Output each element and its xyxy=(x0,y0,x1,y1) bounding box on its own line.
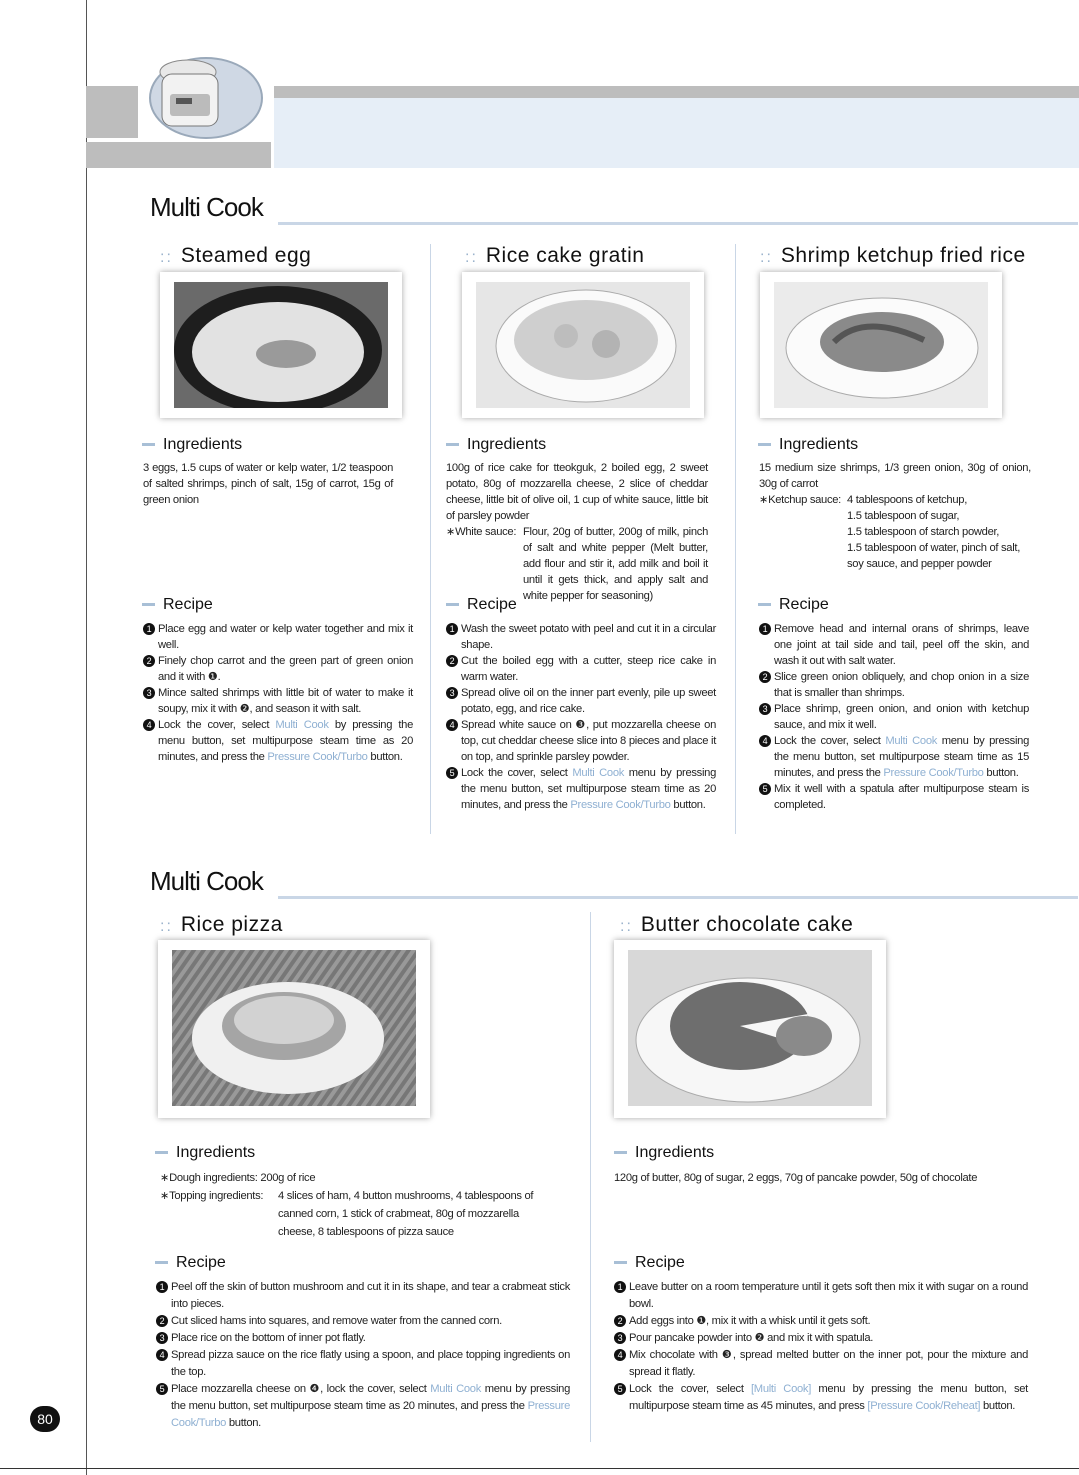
recipe-step xyxy=(759,621,1029,669)
recipe-label: Recipe xyxy=(446,596,517,614)
step-text: Cut the boiled egg with a cutter, steep rice cake in warm water. xyxy=(461,655,716,683)
step-text: by pressing the menu button, set multipurpose steam time as 20 minutes, and press the xyxy=(158,719,413,763)
white-sauce-text: Flour, 20g of butter, 200g of milk, pinch of salt and white pepper (Melt butter, add flour and stir it, add milk and boil it until it gets thick, and apply salt and white pepper for seasoning) xyxy=(523,526,708,602)
ingredients-text-steamed-egg: 3 eggs, 1.5 cups of water or kelp water, 1/2 teaspoon of salted shrimps, pinch of salt, 15g of carrot, 15g of green onion xyxy=(143,462,393,506)
step-number-icon: 1 xyxy=(446,623,458,635)
recipe-step xyxy=(446,653,716,685)
recipe-step xyxy=(156,1347,570,1381)
step-number-icon: 2 xyxy=(614,1315,626,1327)
menu-reference: Pressure Cook/Turbo xyxy=(883,767,984,779)
recipe-step xyxy=(446,717,716,765)
recipe-step xyxy=(156,1381,570,1432)
step-text: Spread white sauce on ❸, put mozzarella cheese on top, cut cheddar cheese slice into 8 pieces and place it on top, and sprinkle parsley powder. xyxy=(461,719,716,763)
title-bullet-icon: :: xyxy=(465,249,478,266)
step-text: Mince salted shrimps with little bit of water to make it soupy, mix it with ❷, and season it with salt. xyxy=(158,687,413,715)
column-divider xyxy=(430,244,431,834)
ingredients-text-shrimp: 15 medium size shrimps, 1/3 green onion, 30g of onion, 30g of carrot ∗Ketchup sauce: 4 tablespoons of ketchup, 1.5 tablespoon of sugar, 1.5 tablespoon of starch powder, 1.5 tablespoon of water, pinch of salt, soy sauce, and pepper powder xyxy=(759,462,1031,570)
photo-frame-chocolate-cake xyxy=(614,940,886,1118)
step-number-icon: 1 xyxy=(759,623,771,635)
recipe-step xyxy=(143,717,413,765)
recipe-step xyxy=(759,781,1029,813)
step-text: Pour pancake powder into ❷ and mix it with spatula. xyxy=(629,1332,874,1344)
menu-reference: Pressure Cook/Turbo xyxy=(267,751,368,763)
photo-shrimp-ketchup-fried-rice xyxy=(774,282,988,408)
step-text: Lock the cover, select xyxy=(774,735,886,747)
ketchup-sauce-label: ∗Ketchup sauce: xyxy=(759,494,841,506)
recipe-steps-chocolate-cake xyxy=(614,1279,1028,1415)
step-text: Finely chop carrot and the green part of green onion and it with ❶. xyxy=(158,655,413,683)
menu-reference: Multi Cook xyxy=(885,735,938,747)
step-text: Peel off the skin of button mushroom and cut it in its shape, and tear a crabmeat stick into pieces. xyxy=(171,1281,570,1310)
step-number-icon: 2 xyxy=(759,671,771,683)
topping-label: ∗Topping ingredients: xyxy=(160,1190,264,1202)
step-text: Wash the sweet potato with peel and cut it in a circular shape. xyxy=(461,623,716,651)
step-text: button. xyxy=(983,767,1019,779)
ingredients-text-rice-cake-gratin: 100g of rice cake for tteokguk, 2 boiled egg, 2 sweet potato, 80g of mozzarella cheese, 2 slice of cheddar cheese, little bit of olive oil, 1 cup of white sauce, little bit of parsley powder ∗White sauce: Flour, 20g of butter, 200g of milk, pinch of salt and white pepper (Melt butter, add flour and stir it, add milk and boil it until it gets thick, and apply salt and white pepper for seasoning) xyxy=(446,462,708,602)
photo-frame-rice-cake-gratin xyxy=(462,272,704,418)
section-rule-2 xyxy=(278,896,1078,899)
step-text: menu by pressing the menu button, set multipurpose steam time as 20 minutes, and press the xyxy=(171,1383,571,1412)
step-text: Place mozzarella cheese on ❹, lock the cover, select xyxy=(171,1383,431,1395)
photo-butter-chocolate-cake xyxy=(628,950,872,1106)
menu-reference: [Multi Cook] xyxy=(751,1383,812,1395)
step-number-icon: 1 xyxy=(614,1281,626,1293)
menu-reference: Multi Cook xyxy=(572,767,625,779)
menu-reference: Pressure Cook/Turbo xyxy=(171,1400,570,1429)
recipe-steps-steamed-egg xyxy=(143,621,413,765)
section-title-multi-cook-1: Multi Cook xyxy=(150,192,263,222)
step-text: button. xyxy=(980,1400,1016,1412)
recipe-step xyxy=(446,685,716,717)
recipe-steps-rice-cake-gratin xyxy=(446,621,716,813)
step-number-icon: 4 xyxy=(614,1349,626,1361)
recipe-step xyxy=(614,1313,1028,1330)
recipe-label: Recipe xyxy=(155,1254,226,1272)
dough-text: 200g of rice xyxy=(260,1172,316,1184)
photo-steamed-egg xyxy=(174,282,388,408)
recipe-title-shrimp-ketchup-fried-rice: :: Shrimp ketchup fried rice xyxy=(760,244,1026,267)
rice-cooker-icon xyxy=(148,50,270,140)
recipe-label: Recipe xyxy=(614,1254,685,1272)
dough-label: ∗Dough ingredients: xyxy=(160,1172,258,1184)
step-text: menu by pressing the menu button, set multipurpose steam time as 45 minutes, and press xyxy=(629,1383,1028,1412)
recipe-step xyxy=(156,1330,570,1347)
step-number-icon: 5 xyxy=(446,767,458,779)
step-number-icon: 1 xyxy=(143,623,155,635)
recipe-steps-shrimp xyxy=(759,621,1029,813)
step-text: Remove head and internal orans of shrimps, leave one joint at tail side and tail, peel off the skin, and wash it out with salt water. xyxy=(774,623,1029,667)
photo-frame-rice-pizza xyxy=(158,940,430,1118)
recipe-step xyxy=(156,1313,570,1330)
step-number-icon: 4 xyxy=(143,719,155,731)
recipe-step xyxy=(143,653,413,685)
title-bullet-icon: :: xyxy=(760,249,773,266)
ingredients-label: Ingredients xyxy=(614,1144,714,1162)
step-text: Spread pizza sauce on the rice flatly using a spoon, and place topping ingredients on the top. xyxy=(171,1349,570,1378)
step-text: Place rice on the bottom of inner pot flatly. xyxy=(171,1332,366,1344)
photo-frame-steamed-egg xyxy=(160,272,402,418)
step-text: Mix chocolate with ❸, spread melted butter on the inner pot, pour the mixture and spread it flatly. xyxy=(629,1349,1028,1378)
step-text: Spread olive oil on the inner part evenly, pile up sweet potato, egg, and rice cake. xyxy=(461,687,716,715)
white-sauce-label: ∗White sauce: xyxy=(446,526,517,538)
menu-reference: Multi Cook xyxy=(430,1383,482,1395)
step-text: Mix it well with a spatula after multipurpose steam is completed. xyxy=(774,783,1029,811)
step-number-icon: 4 xyxy=(446,719,458,731)
step-text: Add eggs into ❶, mix it with a whisk until it gets soft. xyxy=(629,1315,871,1327)
header-blue-panel xyxy=(274,98,1079,168)
menu-reference: Pressure Cook/Turbo xyxy=(570,799,671,811)
step-text: Cut sliced hams into squares, and remove water from the canned corn. xyxy=(171,1315,502,1327)
step-number-icon: 5 xyxy=(759,783,771,795)
recipe-step xyxy=(614,1381,1028,1415)
ingredients-label: Ingredients xyxy=(446,436,546,454)
step-text: menu by pressing the menu button, set multipurpose steam time as 20 minutes, and press the xyxy=(461,767,716,811)
recipe-step xyxy=(614,1347,1028,1381)
step-text: Lock the cover, select xyxy=(158,719,276,731)
page-number: 80 xyxy=(30,1406,60,1432)
section-title-multi-cook-2: Multi Cook xyxy=(150,866,263,896)
recipe-title-steamed-egg: :: Steamed egg xyxy=(160,244,312,267)
step-number-icon: 4 xyxy=(759,735,771,747)
step-text: Lock the cover, select xyxy=(629,1383,751,1395)
step-text: Slice green onion obliquely, and chop onion in a size that is smaller than shrimps. xyxy=(774,671,1029,699)
recipe-step xyxy=(156,1279,570,1313)
recipe-step xyxy=(759,733,1029,781)
step-number-icon: 4 xyxy=(156,1349,168,1361)
step-number-icon: 5 xyxy=(614,1383,626,1395)
ingredients-label: Ingredients xyxy=(758,436,858,454)
recipe-step xyxy=(446,621,716,653)
recipe-title-rice-pizza: :: Rice pizza xyxy=(160,913,283,936)
photo-rice-pizza xyxy=(172,950,416,1106)
footer-rule xyxy=(0,1468,1079,1469)
header-gray-block xyxy=(86,86,138,138)
recipe-step xyxy=(759,701,1029,733)
step-number-icon: 3 xyxy=(614,1332,626,1344)
step-number-icon: 2 xyxy=(156,1315,168,1327)
step-number-icon: 2 xyxy=(446,655,458,667)
recipe-step xyxy=(143,621,413,653)
recipe-step xyxy=(446,765,716,813)
recipe-step xyxy=(759,669,1029,701)
recipe-label: Recipe xyxy=(142,596,213,614)
header-gray-bar xyxy=(86,142,271,168)
ingredients-label: Ingredients xyxy=(155,1144,255,1162)
step-number-icon: 5 xyxy=(156,1383,168,1395)
section-rule-1 xyxy=(278,222,1078,225)
recipe-step xyxy=(614,1330,1028,1347)
recipe-step xyxy=(143,685,413,717)
step-number-icon: 3 xyxy=(143,687,155,699)
title-bullet-icon: :: xyxy=(160,249,173,266)
step-number-icon: 3 xyxy=(446,687,458,699)
step-text: Place shrimp, green onion, and onion with ketchup sauce, and mix it well. xyxy=(774,703,1029,731)
recipe-title-rice-cake-gratin: :: Rice cake gratin xyxy=(465,244,645,267)
ingredients-label: Ingredients xyxy=(142,436,242,454)
recipe-step xyxy=(614,1279,1028,1313)
step-number-icon: 1 xyxy=(156,1281,168,1293)
step-text: button. xyxy=(670,799,706,811)
left-margin-line xyxy=(86,0,87,1475)
step-text: Leave butter on a room temperature until it gets soft then mix it with sugar on a round bowl. xyxy=(629,1281,1028,1310)
title-bullet-icon: :: xyxy=(620,918,633,935)
step-text: button. xyxy=(367,751,403,763)
step-number-icon: 3 xyxy=(156,1332,168,1344)
photo-frame-shrimp xyxy=(760,272,1002,418)
step-text: menu by pressing the menu button, set multipurpose steam time as 15 minutes, and press the xyxy=(774,735,1029,779)
header-top-bar xyxy=(274,86,1079,98)
photo-rice-cake-gratin xyxy=(476,282,690,408)
title-bullet-icon: :: xyxy=(160,918,173,935)
step-text: Lock the cover, select xyxy=(461,767,573,779)
step-number-icon: 3 xyxy=(759,703,771,715)
menu-reference: Multi Cook xyxy=(275,719,329,731)
ingredients-text-rice-pizza: ∗Dough ingredients: 200g of rice ∗Topping ingredients: 4 slices of ham, 4 button mushrooms, 4 tablespoons of canned corn, 1 stick of crabmeat, 80g of mozzarella cheese, 8 tablespoons of pizza sauce xyxy=(160,1172,534,1238)
recipe-steps-rice-pizza xyxy=(156,1279,570,1432)
step-text: Place egg and water or kelp water together and mix it well. xyxy=(158,623,413,651)
recipe-label: Recipe xyxy=(758,596,829,614)
ingredients-text-chocolate-cake: 120g of butter, 80g of sugar, 2 eggs, 70g of pancake powder, 50g of chocolate xyxy=(614,1172,978,1184)
step-text: button. xyxy=(226,1417,261,1429)
step-number-icon: 2 xyxy=(143,655,155,667)
column-divider xyxy=(590,912,591,1442)
recipe-title-butter-chocolate-cake: :: Butter chocolate cake xyxy=(620,913,854,936)
column-divider xyxy=(735,244,736,834)
menu-reference: [Pressure Cook/Reheat] xyxy=(867,1400,981,1412)
